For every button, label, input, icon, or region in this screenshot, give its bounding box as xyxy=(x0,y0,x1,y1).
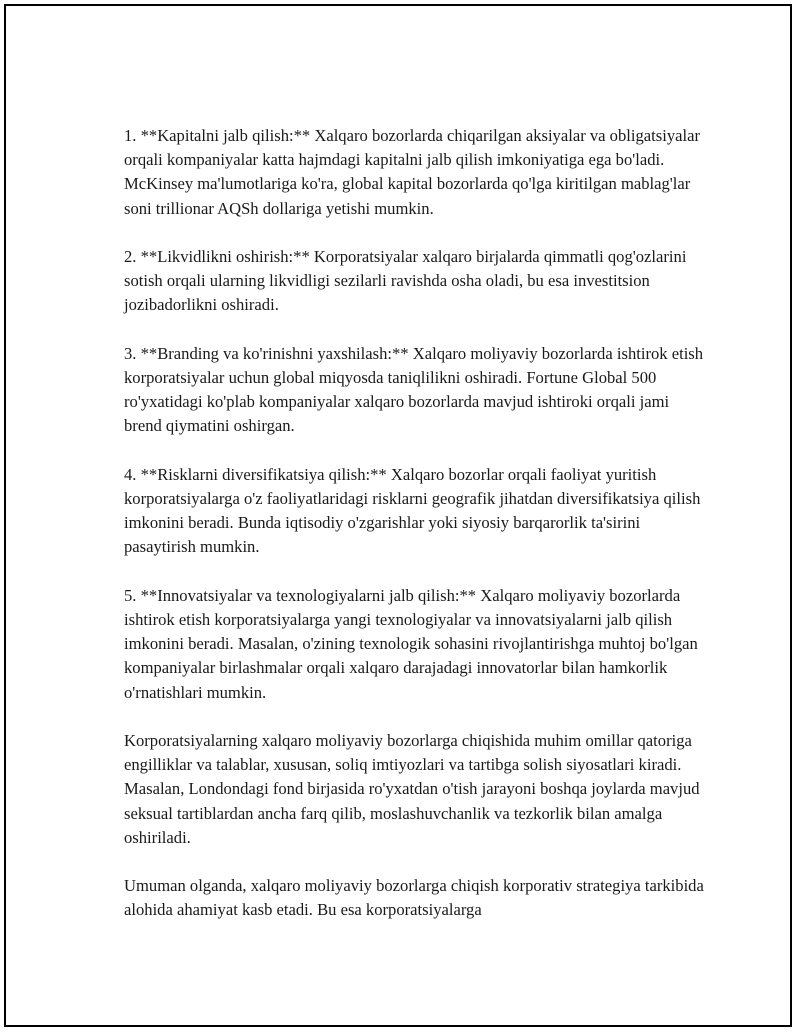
paragraph-innovation: 5. **Innovatsiyalar va texnologiyalarni jalb qilish:** Xalqaro moliyaviy bozorlarda ishtirok etish korporatsiyalarga yangi texnologiyalar va innovatsiyalarni jalb qilish imkonini beradi. Masalan, o'zining texnologik sohasini rivojlantirishga muhtoj bo'lgan kompaniyalar birlashmalar orqali xalqaro darajadagi innovatorlar bilan hamkorlik o'rnatishlari mumkin. xyxy=(124,585,698,702)
paragraph-liquidity: 2. **Likvidlikni oshirish:** Korporatsiyalar xalqaro birjalarda qimmatli qog'ozlarini sotish orqali ularning likvidligi sezilarli ravishda osha oladi, bu esa investitsion jozibadorlikni oshiradi. xyxy=(124,247,687,315)
paragraph-conclusion: Umuman olganda, xalqaro moliyaviy bozorlarga chiqish korporativ strategiya tarkibida alohida ahamiyat kasb etadi. Bu esa korporatsiyalarga xyxy=(124,876,704,920)
paragraph-branding: 3. **Branding va ko'rinishni yaxshilash:** Xalqaro moliyaviy bozorlarda ishtirok etish korporatsiyalar uchun global miqyosda taniqlilikni oshiradi. Fortune Global 500 ro'yxatidagi ko'plab kompaniyalar xalqaro bozorlarda mavjud ishtiroki orqali jami brend qiymatini oshirgan. xyxy=(124,343,704,436)
paragraph-risk-diversification: 4. **Risklarni diversifikatsiya qilish:** Xalqaro bozorlar orqali faoliyat yuritish korporatsiyalarga o'z faoliyatlaridagi risklarni geografik jihatdan diversifikatsiya qilish imkonini beradi. Bunda iqtisodiy o'zgarishlar yoki siyosiy barqarorlik ta'sirini pasaytirish mumkin. xyxy=(124,464,701,557)
document-page xyxy=(4,4,792,1027)
document-body xyxy=(124,124,704,947)
paragraph-factors: Korporatsiyalarning xalqaro moliyaviy bozorlarga chiqishida muhim omillar qatoriga engilliklar va talablar, xususan, soliq imtiyozlari va tartibga solish siyosatlari kiradi. Masalan, Londondagi fond birjasida ro'yxatdan o'tish jarayoni boshqa joylarda mavjud seksual tartiblardan ancha farq qilib, moslashuvchanlik va tezkorlik bilan amalga oshiriladi. xyxy=(124,731,700,847)
paragraph-capital: 1. **Kapitalni jalb qilish:** Xalqaro bozorlarda chiqarilgan aksiyalar va obligatsiyalar orqali kompaniyalar katta hajmdagi kapitalni jalb qilish imkoniyatiga ega bo'ladi. McKinsey ma'lumotlariga ko'ra, global kapital bozorlarda qo'lga kiritilgan mablag'lar soni trillionar AQSh dollariga yetishi mumkin. xyxy=(124,126,700,218)
